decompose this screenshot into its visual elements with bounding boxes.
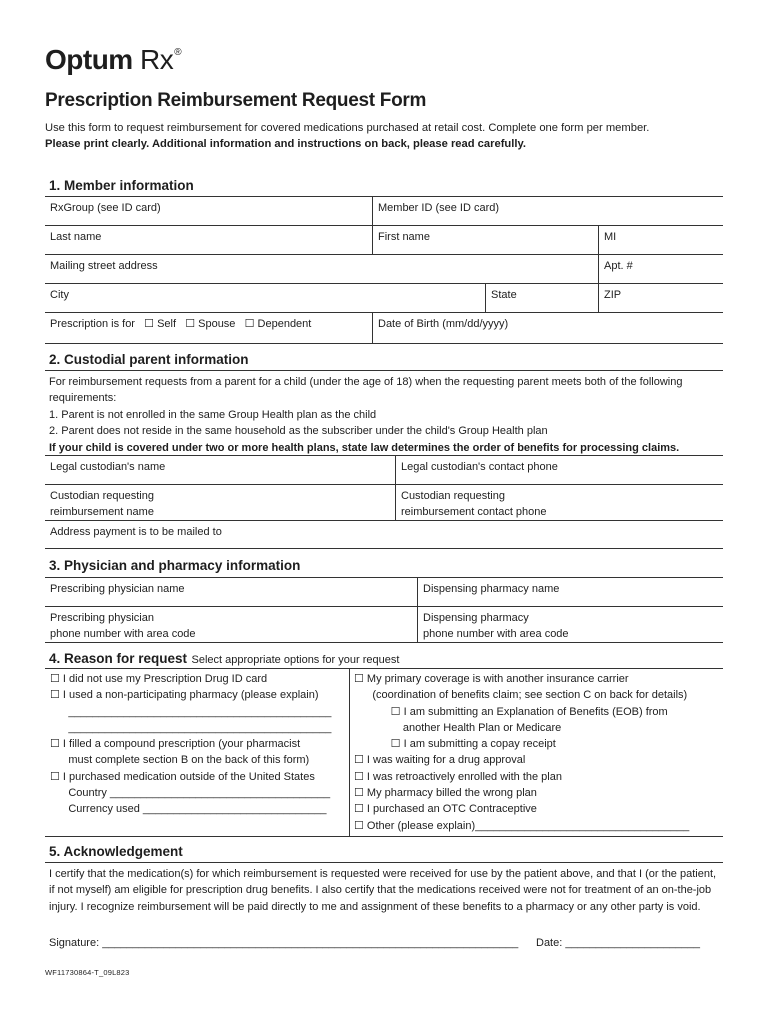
- reason-bottom-divider: [45, 836, 723, 837]
- req-name-label-1: Custodian requesting: [50, 490, 154, 502]
- reason-right-option[interactable]: ☐ My pharmacy billed the wrong plan: [354, 787, 537, 800]
- custodial-divider: [45, 370, 723, 371]
- reason-right-option[interactable]: ☐ I am submitting a copay receipt: [354, 738, 556, 751]
- ack-section-heading: 5. Acknowledgement: [49, 844, 183, 859]
- reason-left-option[interactable]: Country ____________________________________: [50, 787, 331, 800]
- req-phone-label-1: Custodian requesting: [401, 490, 505, 502]
- pharmacy-phone-field[interactable]: [417, 607, 723, 642]
- mi-label: MI: [604, 231, 617, 243]
- apt-field[interactable]: [598, 255, 723, 283]
- custodial-p3: 2. Parent does not reside in the same household as the subscriber under the child's Group Health plan: [49, 425, 548, 438]
- member-id-field[interactable]: [372, 197, 723, 225]
- custodial-p1: For reimbursement requests from a parent for a child (under the age of 18) when the requesting parent meets both of the following requirements:: [49, 376, 683, 405]
- reason-divider: [45, 668, 723, 669]
- reason-left-option[interactable]: ☐ I used a non-participating pharmacy (please explain): [50, 689, 319, 702]
- logo-registered-mark: ®: [174, 47, 182, 58]
- city-label: City: [50, 289, 69, 301]
- legal-phone-label: Legal custodian's contact phone: [401, 461, 558, 473]
- ack-text: I certify that the medication(s) for which reimbursement is requested were received for use by the patient above, and that I (or the patient, if not myself) am eligible for prescription drug benefits. I also certify that the medications received were not for treatment of an on-the-job injury. I recognize reimbursement will be paid directly to me and assignment of these benefits to a pharmacy or any other party is void.: [49, 868, 717, 913]
- date-line[interactable]: Date: ______________________: [536, 937, 700, 949]
- physician-name-field[interactable]: [45, 578, 417, 606]
- zip-label: ZIP: [604, 289, 622, 301]
- intro-line-2: Please print clearly. Additional information and instructions on back, please read carefully.: [45, 138, 526, 150]
- dependent-checkbox[interactable]: ☐ Dependent: [244, 318, 312, 330]
- member-id-label: Member ID (see ID card): [378, 202, 500, 214]
- last-name-label: Last name: [50, 231, 102, 243]
- zip-field[interactable]: [598, 284, 723, 312]
- reason-left-option[interactable]: Currency used ______________________________: [50, 803, 327, 816]
- first-name-label: First name: [378, 231, 430, 243]
- physician-section-heading: 3. Physician and pharmacy information: [49, 558, 301, 573]
- reason-right-option[interactable]: ☐ I am submitting an Explanation of Benefits (EOB) from: [354, 705, 668, 718]
- member-section-heading: 1. Member information: [49, 178, 194, 193]
- custodial-grid: [45, 455, 723, 549]
- reason-section-heading: 4. Reason for request: [49, 651, 188, 666]
- state-field[interactable]: [485, 284, 598, 312]
- req-name-label-2: reimbursement name: [50, 506, 154, 518]
- reason-left-option[interactable]: ___________________________________________: [50, 705, 332, 718]
- payment-address-field[interactable]: [45, 521, 723, 548]
- physician-name-label: Prescribing physician name: [50, 583, 185, 595]
- reason-right-option[interactable]: (coordination of benefits claim; see section C on back for details): [354, 689, 688, 702]
- first-name-field[interactable]: [372, 226, 598, 254]
- reason-right-options: [354, 671, 689, 834]
- self-checkbox[interactable]: ☐ Self: [144, 318, 177, 330]
- form-title: Prescription Reimbursement Request Form: [45, 90, 427, 111]
- dob-field[interactable]: [372, 313, 723, 343]
- logo-brand: Optum: [45, 44, 133, 75]
- reason-right-option[interactable]: another Health Plan or Medicare: [354, 721, 562, 734]
- street-label: Mailing street address: [50, 260, 158, 272]
- form-id: WF11730864-T_09L823: [45, 968, 130, 977]
- street-field[interactable]: [45, 255, 598, 283]
- mi-field[interactable]: [598, 226, 723, 254]
- prescription-for-label: Prescription is for: [50, 318, 135, 330]
- custodial-p2: 1. Parent is not enrolled in the same Group Health plan as the child: [49, 408, 377, 421]
- spouse-checkbox[interactable]: ☐ Spouse: [185, 318, 236, 330]
- reason-right-option[interactable]: ☐ I purchased an OTC Contraceptive: [354, 803, 537, 816]
- reason-column-divider: [349, 669, 350, 836]
- pharmacy-name-label: Dispensing pharmacy name: [423, 583, 560, 595]
- reason-section-subheading: Select appropriate options for your request: [191, 654, 400, 666]
- reason-right-option[interactable]: ☐ I was retroactively enrolled with the plan: [354, 770, 562, 783]
- reason-right-option[interactable]: ☐ My primary coverage is with another insurance carrier: [354, 673, 629, 685]
- signature-line[interactable]: Signature: ____________________________________________________________________: [49, 937, 519, 949]
- pharmacy-phone-label-2: phone number with area code: [423, 628, 569, 640]
- physician-phone-label-1: Prescribing physician: [50, 612, 154, 624]
- intro-line-1: Use this form to request reimbursement for covered medications purchased at retail cost. Complete one form per member.: [45, 122, 650, 134]
- legal-custodian-name-field[interactable]: [45, 456, 395, 484]
- custodial-instructions: [49, 374, 721, 456]
- reason-left-option[interactable]: ☐ I filled a compound prescription (your pharmacist: [50, 738, 301, 751]
- reason-left-option[interactable]: ☐ I did not use my Prescription Drug ID card: [50, 673, 268, 685]
- payment-address-label: Address payment is to be mailed to: [50, 526, 222, 538]
- pharmacy-name-field[interactable]: [417, 578, 723, 606]
- form-intro: [45, 120, 735, 152]
- last-name-field[interactable]: [45, 226, 372, 254]
- legal-name-label: Legal custodian's name: [50, 461, 166, 473]
- reason-left-option[interactable]: ☐ I purchased medication outside of the United States: [50, 770, 315, 783]
- req-phone-label-2: reimbursement contact phone: [401, 506, 547, 518]
- reason-section-header: [49, 650, 399, 668]
- apt-label: Apt. #: [604, 260, 633, 272]
- ack-divider: [45, 862, 723, 863]
- requesting-custodian-phone-field[interactable]: [395, 485, 723, 520]
- legal-custodian-phone-field[interactable]: [395, 456, 723, 484]
- reason-left-option[interactable]: must complete section B on the back of this form): [50, 754, 310, 767]
- requesting-custodian-name-field[interactable]: [45, 485, 395, 520]
- reason-left-options: [50, 671, 331, 818]
- reason-left-option[interactable]: ___________________________________________: [50, 721, 332, 734]
- physician-grid: [45, 577, 723, 643]
- logo-product: Rx: [140, 44, 174, 75]
- state-label: State: [491, 289, 517, 301]
- city-field[interactable]: [45, 284, 485, 312]
- custodial-section-heading: 2. Custodial parent information: [49, 352, 249, 367]
- rxgroup-field[interactable]: [45, 197, 372, 225]
- physician-phone-field[interactable]: [45, 607, 417, 642]
- reason-right-option[interactable]: ☐ I was waiting for a drug approval: [354, 754, 526, 767]
- prescription-for-field: [45, 313, 372, 343]
- dob-label: Date of Birth (mm/dd/yyyy): [378, 318, 509, 330]
- optum-rx-logo: [45, 44, 181, 76]
- pharmacy-phone-label-1: Dispensing pharmacy: [423, 612, 529, 624]
- member-info-grid: [45, 196, 723, 344]
- rxgroup-label: RxGroup (see ID card): [50, 202, 161, 214]
- custodial-p4: If your child is covered under two or more health plans, state law determines the order of benefits for processing claims.: [49, 441, 680, 454]
- reason-right-option[interactable]: ☐ Other (please explain)___________________________________: [354, 819, 690, 832]
- physician-phone-label-2: phone number with area code: [50, 628, 196, 640]
